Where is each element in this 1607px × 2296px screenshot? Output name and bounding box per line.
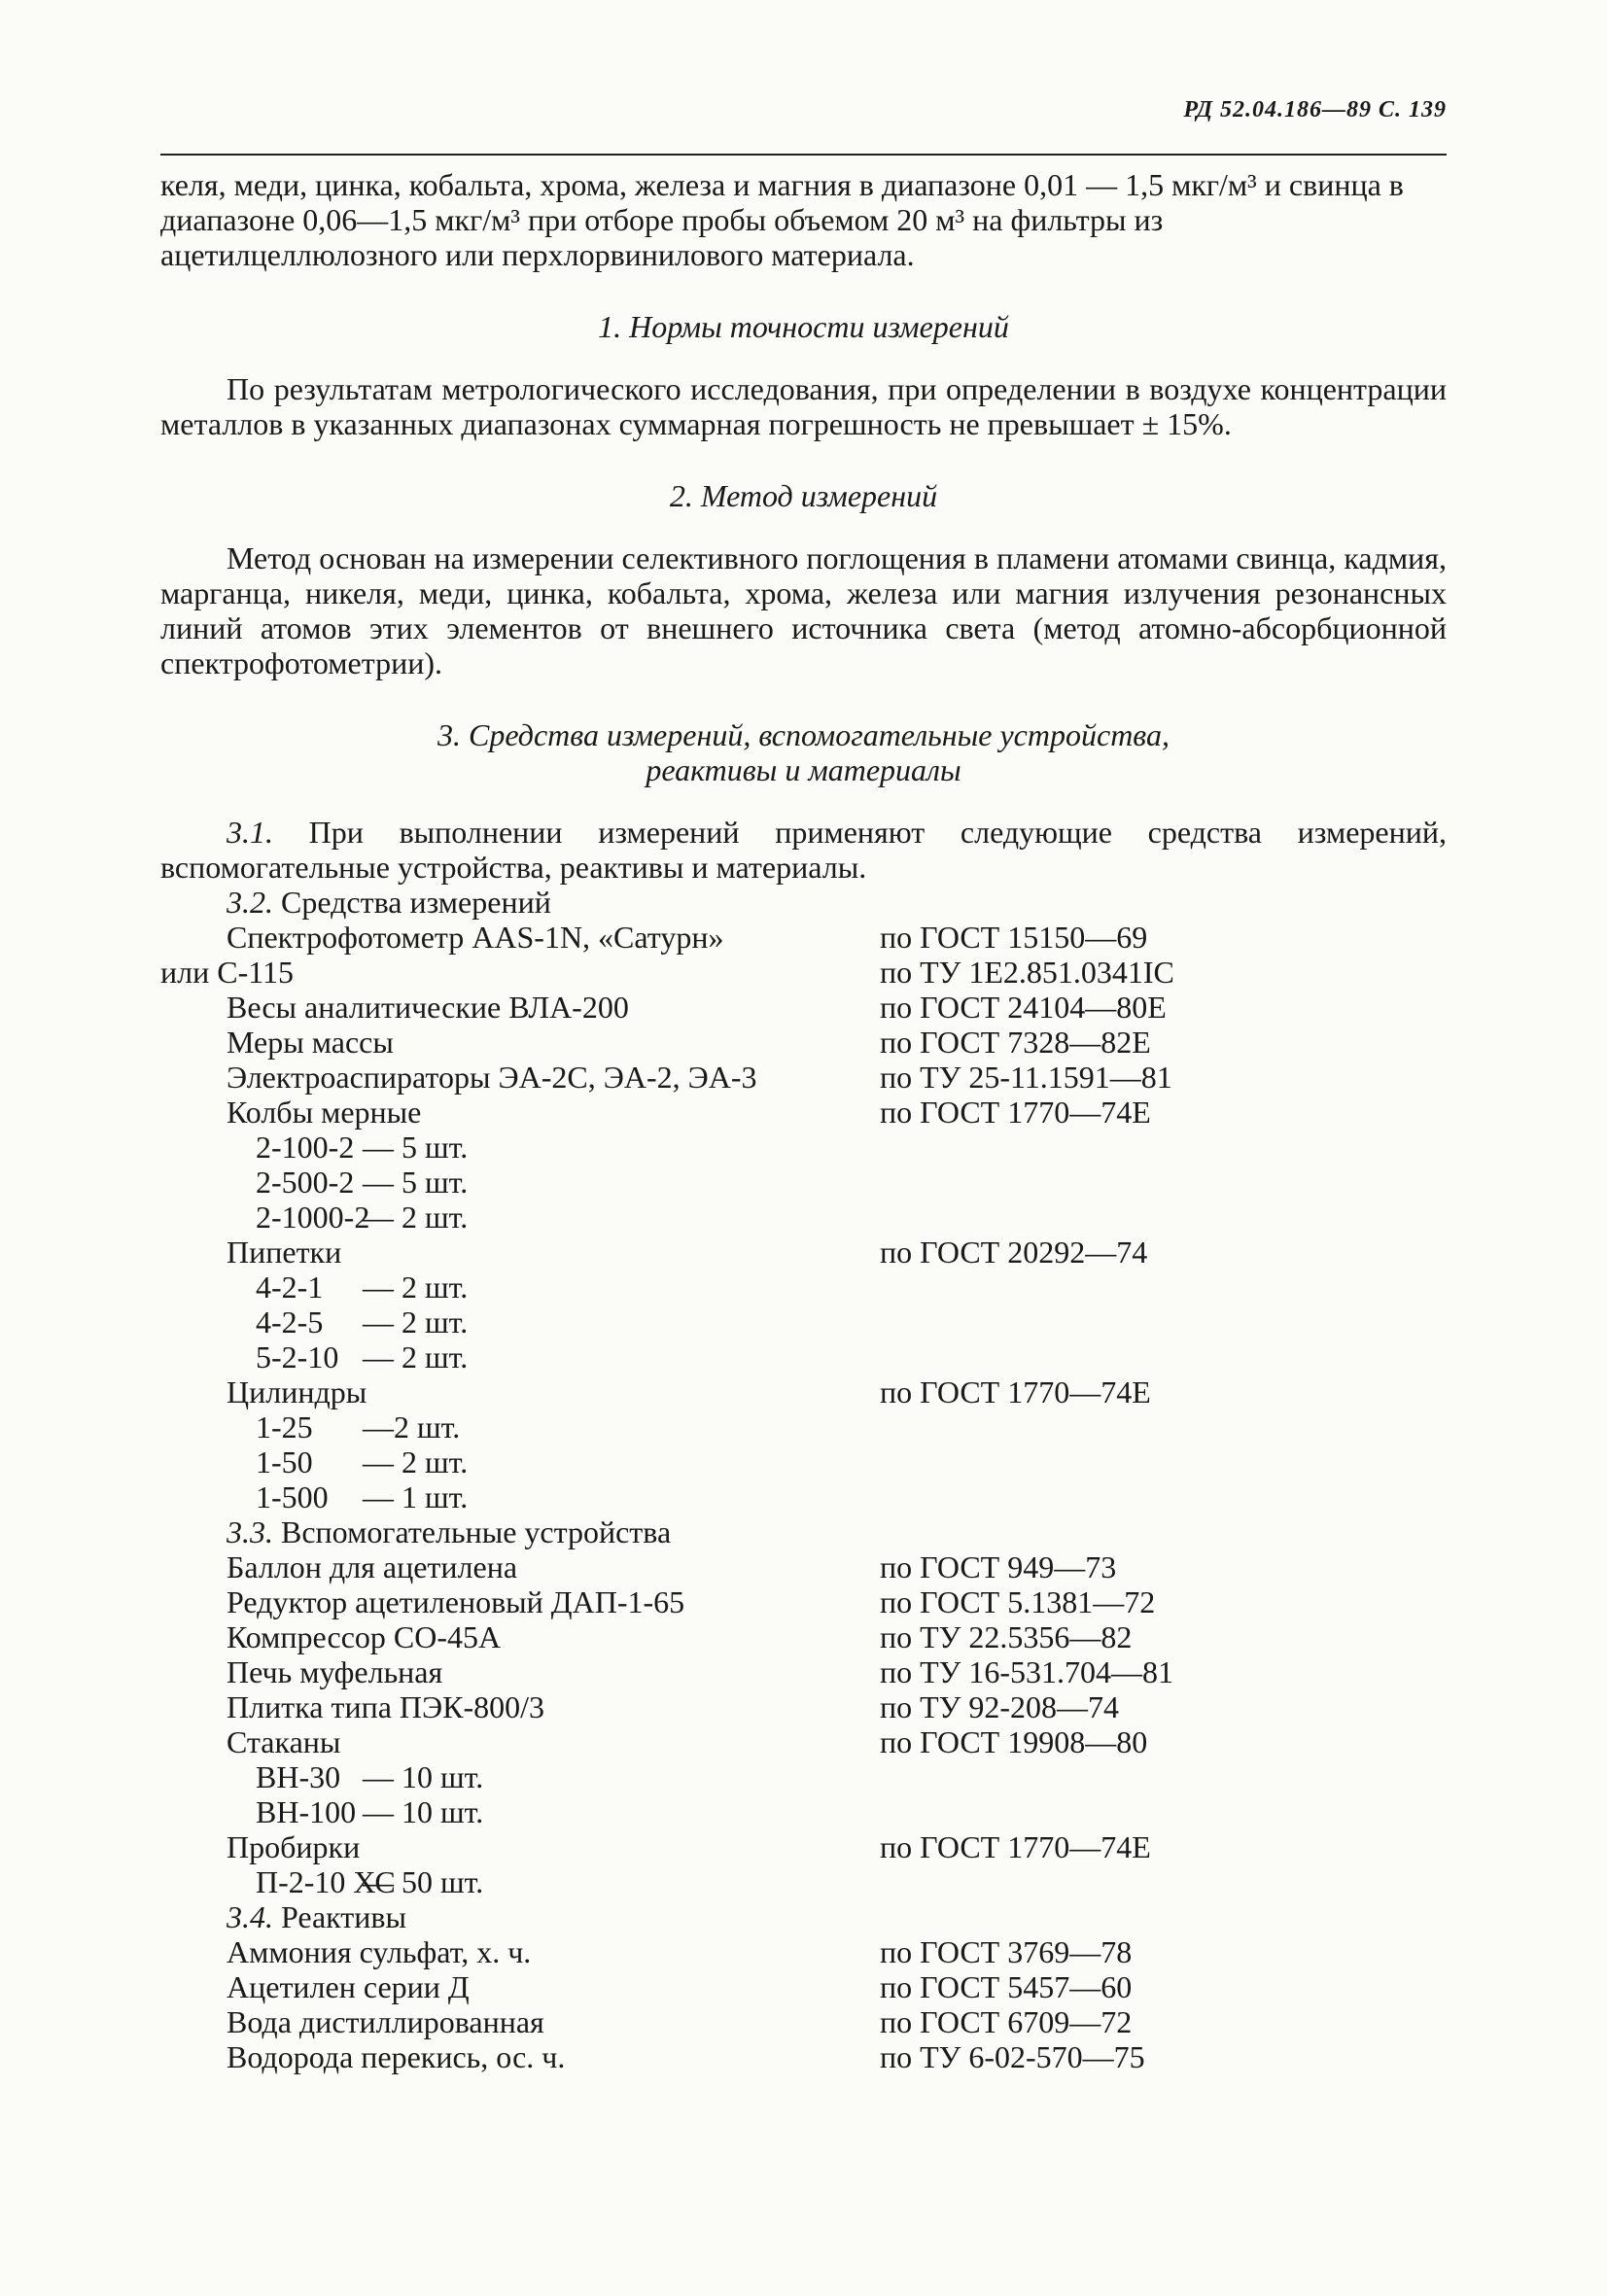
sub-item-qty: — 2 шт.	[363, 1200, 469, 1235]
sub-item-label	[160, 1479, 880, 1514]
sub-item	[160, 1759, 1447, 1794]
item-standard: по ТУ 16-531.704—81	[880, 1654, 1173, 1689]
auxiliary-devices-list	[160, 1549, 1447, 1759]
subhead-3-4: 3.4. Реактивы	[227, 1899, 407, 1934]
item-name: Электроаспираторы ЭА-2С, ЭА-2, ЭА-3	[227, 1060, 757, 1095]
item-standard: по ГОСТ 3769—78	[880, 1934, 1133, 1969]
sub-item-qty: — 5 шт.	[363, 1130, 469, 1165]
item-name: Пробирки	[227, 1829, 361, 1864]
sub-item	[160, 1444, 1447, 1479]
sub-item	[160, 1305, 1447, 1339]
item-standard: по ГОСТ 5457—60	[880, 1969, 1133, 2004]
sub-item-label	[160, 1759, 880, 1794]
sub-item-qty: — 2 шт.	[363, 1339, 469, 1374]
item-standard: по ГОСТ 7328—82Е	[880, 1025, 1151, 1060]
beakers-list	[160, 1759, 1447, 1829]
sub-item	[160, 1409, 1447, 1444]
item-standard: по ГОСТ 24104—80Е	[880, 990, 1167, 1025]
document-body	[160, 167, 1447, 2074]
list-item	[160, 1934, 1447, 1969]
sub-item-label	[160, 1409, 880, 1444]
sub-item-label	[160, 1864, 880, 1899]
sub-item	[160, 1479, 1447, 1514]
sub-item-label	[160, 1794, 880, 1829]
sub-item	[160, 1270, 1447, 1305]
item-name: Печь муфельная	[227, 1654, 443, 1689]
sub-item-label	[160, 1130, 880, 1165]
section-3-title	[160, 717, 1447, 787]
list-item	[160, 1025, 1447, 1060]
item-name: Колбы мерные	[227, 1095, 422, 1130]
sub-item-code: П-2-10 ХС	[256, 1864, 396, 1899]
item-standard: по ТУ 1Е2.851.0341ІС	[880, 955, 1174, 990]
sub-item-qty: — 1 шт.	[363, 1479, 469, 1514]
sub-item	[160, 1200, 1447, 1235]
section-1-title: 1. Нормы точности измерений	[598, 309, 1009, 344]
sub-item-qty: — 10 шт.	[363, 1759, 484, 1794]
sub-item-code: 4-2-5	[256, 1305, 324, 1339]
section-2-title: 2. Метод измерений	[669, 478, 938, 513]
item-standard: по ГОСТ 20292—74	[880, 1235, 1148, 1270]
reagents-list	[160, 1934, 1447, 2074]
sub-item-label	[160, 1444, 880, 1479]
item-name: Стаканы	[227, 1724, 341, 1759]
sub-item	[160, 1165, 1447, 1200]
item-standard: по ГОСТ 949—73	[880, 1549, 1117, 1584]
sub-item-code: 1-25	[256, 1409, 313, 1444]
list-item	[160, 990, 1447, 1025]
item-name: Вода дистиллированная	[227, 2004, 544, 2039]
item-name: Водорода перекись, ос. ч.	[227, 2039, 566, 2074]
item-name: Цилиндры	[227, 1374, 367, 1409]
item-name: Аммония сульфат, х. ч.	[227, 1934, 532, 1969]
list-item	[160, 1549, 1447, 1584]
item-standard: по ГОСТ 15150—69	[880, 920, 1148, 955]
section-3-title-line1: 3. Средства измерений, вспомогательные устройства,	[437, 717, 1170, 752]
list-item	[160, 1829, 1447, 1864]
flasks-list	[160, 1130, 1447, 1235]
list-item	[160, 1060, 1447, 1095]
sub-item-label	[160, 1200, 880, 1235]
sub-item	[160, 1339, 1447, 1374]
sub-item-qty: — 2 шт.	[363, 1444, 469, 1479]
sub-item	[160, 1794, 1447, 1829]
list-item	[160, 955, 1447, 990]
item-name: Меры массы	[227, 1025, 394, 1060]
subhead-3-3: 3.3. Вспомогательные устройства	[227, 1514, 672, 1549]
item-standard: по ТУ 22.5356—82	[880, 1619, 1133, 1654]
item-name: Редуктор ацетиленовый ДАП-1-65	[227, 1584, 685, 1619]
sub-item-code: 2-100-2	[256, 1130, 355, 1165]
list-item	[160, 920, 1447, 955]
list-item	[160, 1969, 1447, 2004]
sub-item	[160, 1864, 1447, 1899]
item-name: Весы аналитические ВЛА-200	[227, 990, 629, 1025]
item-standard: по ГОСТ 1770—74Е	[880, 1829, 1151, 1864]
item-standard: по ТУ 92-208—74	[880, 1689, 1119, 1724]
sub-item-code: 5-2-10	[256, 1339, 339, 1374]
item-standard: по ТУ 6-02-570—75	[880, 2039, 1145, 2074]
list-item	[160, 1689, 1447, 1724]
item-standard: по ГОСТ 6709—72	[880, 2004, 1133, 2039]
item-name: Спектрофотометр AAS-1N, «Сатурн»	[227, 920, 724, 955]
header-rule	[160, 154, 1447, 156]
sub-item-label	[160, 1305, 880, 1339]
sub-item-qty: — 50 шт.	[363, 1864, 484, 1899]
item-name: Ацетилен серии Д	[227, 1969, 470, 2004]
item-standard: по ТУ 25-11.1591—81	[880, 1060, 1172, 1095]
subhead-3-2: 3.2. Средства измерений	[227, 885, 551, 920]
item-name: Пипетки	[227, 1235, 342, 1270]
item-standard: по ГОСТ 1770—74Е	[880, 1095, 1151, 1130]
intro-paragraph: келя, меди, цинка, кобальта, хрома, железа и магния в диапазоне 0,01 — 1,5 мкг/м³ и свинца в диапазоне 0,06—1,5 мкг/м³ при отборе пробы объемом 20 м³ на фильтры из ацетилцеллюлозного или перхлорвинилового материала.	[160, 167, 1404, 272]
page-header: РД 52.04.186—89 С. 139	[1183, 97, 1447, 122]
sub-item-qty: — 2 шт.	[363, 1305, 469, 1339]
paragraph-3-1: 3.1. При выполнении измерений применяют следующие средства измерений, вспомогательные устройства, реактивы и материалы.	[160, 815, 1448, 885]
list-item	[160, 1235, 1447, 1270]
sub-item-qty: —2 шт.	[363, 1409, 461, 1444]
list-item	[160, 1584, 1447, 1619]
sub-item-qty: — 5 шт.	[363, 1165, 469, 1200]
sub-item-qty: — 10 шт.	[363, 1794, 484, 1829]
list-item	[160, 1374, 1447, 1409]
sub-item-label	[160, 1270, 880, 1305]
list-item	[160, 1654, 1447, 1689]
cylinders-list	[160, 1374, 1447, 1514]
list-item	[160, 1095, 1447, 1130]
item-standard: по ГОСТ 19908—80	[880, 1724, 1148, 1759]
section-2-text: Метод основан на измерении селективного поглощения в пламени атомами свинца, кадмия, марганца, никеля, меди, цинка, кобальта, хрома, железа или магния излучения резонансных линий атомов этих элементов от внешнего источника света (метод атомно-абсорбционной спектрофотометрии).	[160, 540, 1447, 680]
sub-item-label	[160, 1165, 880, 1200]
item-standard: по ГОСТ 5.1381—72	[880, 1584, 1156, 1619]
list-item	[160, 1724, 1447, 1759]
measuring-instruments-list	[160, 920, 1447, 1130]
item-name: или С-115	[160, 955, 295, 990]
sub-item-code: 2-500-2	[256, 1165, 355, 1200]
sub-item	[160, 1130, 1447, 1165]
list-item	[160, 2039, 1447, 2074]
list-item	[160, 2004, 1447, 2039]
sub-item-code: 1-500	[256, 1479, 329, 1514]
item-standard: по ГОСТ 1770—74Е	[880, 1374, 1151, 1409]
sub-item-code: ВН-30	[256, 1759, 341, 1794]
pipettes-list	[160, 1235, 1447, 1374]
list-item	[160, 1619, 1447, 1654]
sub-item-code: ВН-100	[256, 1794, 357, 1829]
sub-item-qty: — 2 шт.	[363, 1270, 469, 1305]
item-name: Плитка типа ПЭК-800/3	[227, 1689, 545, 1724]
item-name: Баллон для ацетилена	[227, 1549, 518, 1584]
sub-item-label	[160, 1339, 880, 1374]
sub-item-code: 4-2-1	[256, 1270, 324, 1305]
sub-item-code: 2-1000-2	[256, 1200, 370, 1235]
item-name: Компрессор СО-45А	[227, 1619, 502, 1654]
section-3-title-line2: реактивы и материалы	[646, 752, 961, 787]
tubes-list	[160, 1829, 1447, 1899]
sub-item-code: 1-50	[256, 1444, 313, 1479]
section-1-text: По результатам метрологического исследования, при определении в воздухе концентрации металлов в указанных диапазонах суммарная погрешность не превышает ± 15%.	[160, 371, 1447, 441]
